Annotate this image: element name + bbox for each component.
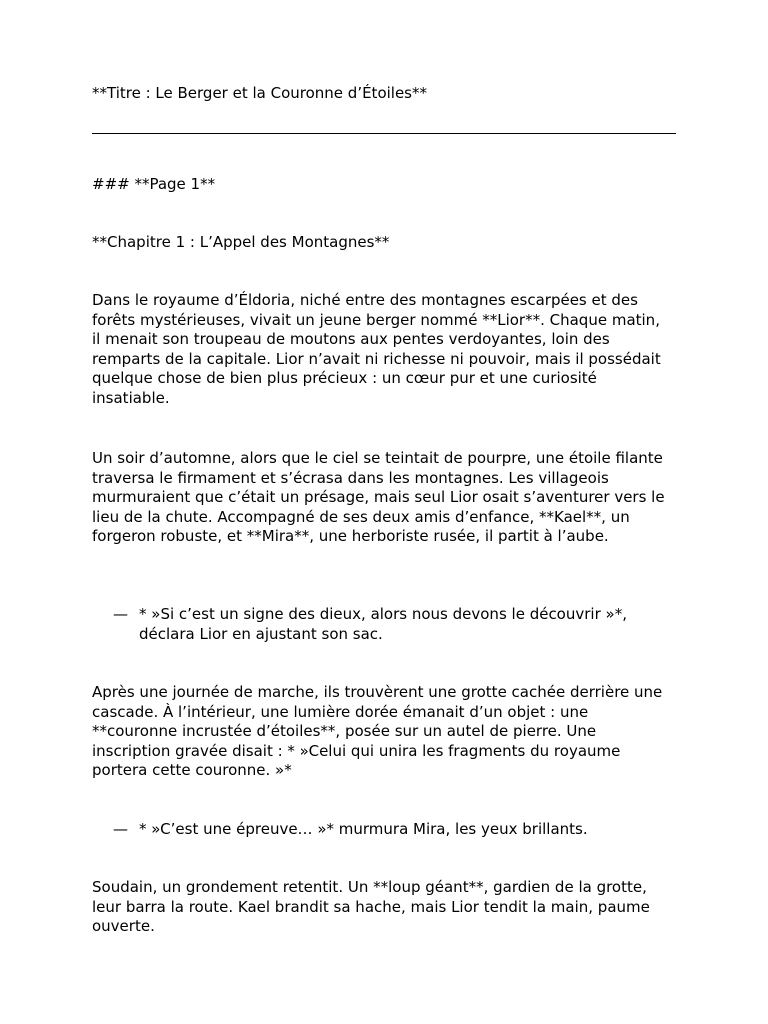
dialogue-2 [113,820,673,840]
document-title: **Titre : Le Berger et la Couronne d’Étoiles** [92,84,427,102]
dialogue-text: * »Si c’est un signe des dieux, alors nous devons le découvrir »*, déclara Lior en ajustant son sac. [139,605,627,643]
dialogue-dash: — [113,605,128,623]
paragraph-4: Soudain, un grondement retentit. Un **loup géant**, gardien de la grotte, leur barra la route. Kael brandit sa hache, mais Lior tendit la main, paume ouverte. [92,878,650,936]
page-heading: ### **Page 1** [92,175,216,193]
paragraph-1: Dans le royaume d’Éldoria, niché entre des montagnes escarpées et des forêts mystérieuses, vivait un jeune berger nommé **Lior**. Chaque matin, il menait son troupeau de moutons aux pentes verdoyantes, loin des remparts de la capitale. Lior n’avait ni richesse ni pouvoir, mais il possédait quelque chose de bien plus précieux : un cœur pur et une curiosité insatiable. [92,291,661,407]
dialogue-1 [113,605,673,644]
dialogue-dash: — [113,820,128,838]
title-divider [92,133,676,134]
dialogue-text: * »C’est une épreuve… »* murmura Mira, les yeux brillants. [139,820,588,838]
paragraph-3: Après une journée de marche, ils trouvèrent une grotte cachée derrière une cascade. À l’intérieur, une lumière dorée émanait d’un objet : une **couronne incrustée d’étoiles**, posée sur un autel de pierre. Une inscription gravée disait : * »Celui qui unira les fragments du royaume portera cette couronne. »* [92,683,663,780]
paragraph-2: Un soir d’automne, alors que le ciel se teintait de pourpre, une étoile filante traversa le firmament et s’écrasa dans les montagnes. Les villageois murmuraient que c’était un présage, mais seul Lior osait s’aventurer vers le lieu de la chute. Accompagné de ses deux amis d’enfance, **Kael**, un forgeron robuste, et **Mira**, une herboriste rusée, il partit à l’aube. [92,449,665,546]
chapter-heading: **Chapitre 1 : L’Appel des Montagnes** [92,233,390,251]
